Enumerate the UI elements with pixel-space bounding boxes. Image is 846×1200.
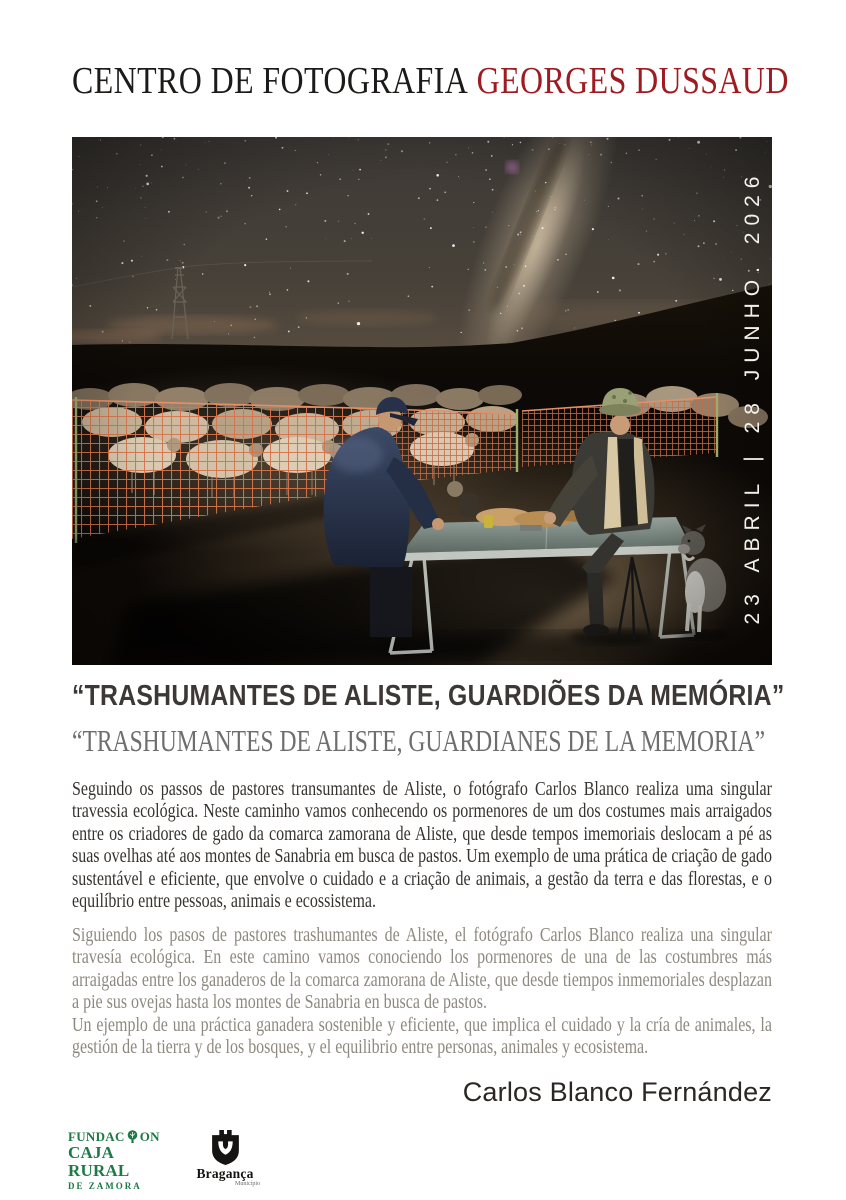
braganca-subtitle: Município [235, 1181, 260, 1187]
night-scene-illustration [72, 137, 772, 665]
exhibition-photo [72, 137, 772, 665]
tree-icon [126, 1130, 139, 1144]
masthead [72, 60, 832, 104]
description-pt [72, 779, 772, 913]
exhibition-title-es: “TRASHUMANTES DE ALISTE, GUARDIANES DE LA MEMORIA” [72, 723, 766, 758]
caja-line1: FUNDAC ON [68, 1129, 160, 1144]
description-es-text-2: Un ejemplo de una práctica ganadera sostenible y eficiente, que implica el cuidado y la cría de animales, la gestión de la tierra y de los bosques, y el equilibrio entre personas, animales y ecosistema. [72, 1014, 772, 1059]
exhibition-dates: 23 ABRIL | 28 JUNHO. 2026 [741, 169, 764, 625]
page-title [72, 60, 789, 104]
description-es-text-1: Siguiendo los pasos de pastores trashumantes de Aliste, el fotógrafo Carlos Blanco realiza una singular travesía ecológica. En este camino vamos conociendo los pormenores de una de las costumbres más arraigadas entre los ganaderos de la comarca zamorana de Aliste, que desde tiempos inmemoriales desplazan a pie sus ovejas hasta los montes de Sanabria en busca de pastos. [72, 925, 772, 1014]
caja-line2: CAJA RURAL [68, 1143, 130, 1180]
photographer-name: GEORGES DUSSAUD [476, 60, 789, 102]
description-pt-text: Seguindo os passos de pastores transumantes de Aliste, o fotógrafo Carlos Blanco realiza uma singular travessia ecológica. Neste caminho vamos conhecendo os pormenores de um dos costumes mais arraigados entre os criadores de gado da comarca zamorana de Aliste, que desde tempos imemoriais deslocam a pé as suas ovelhas até aos montes de Sanabria em busca de pastos. Um exemplo de uma prática de criação de gado sustentável e eficiente, que envolve o cuidado e a criação de animais, a gestão da terra e das florestas, e o equilíbrio entre pessoas, animais e ecossistema. [72, 779, 772, 913]
logo-fundacion-caja-rural [68, 1130, 164, 1192]
center-name: CENTRO DE FOTOGRAFIA [72, 60, 469, 102]
description-es [72, 925, 772, 1059]
braganca-name: Bragança [196, 1166, 254, 1181]
sponsor-logos [68, 1130, 260, 1192]
exhibition-title-pt: “TRASHUMANTES DE ALISTE, GUARDIÕES DA MEMÓRIA” [72, 680, 785, 712]
author-name: Carlos Blanco Fernández [462, 1077, 772, 1107]
caja-line3: DE ZAMORA [68, 1181, 142, 1191]
braganca-shield-icon [212, 1130, 239, 1165]
logo-braganca [190, 1130, 260, 1188]
